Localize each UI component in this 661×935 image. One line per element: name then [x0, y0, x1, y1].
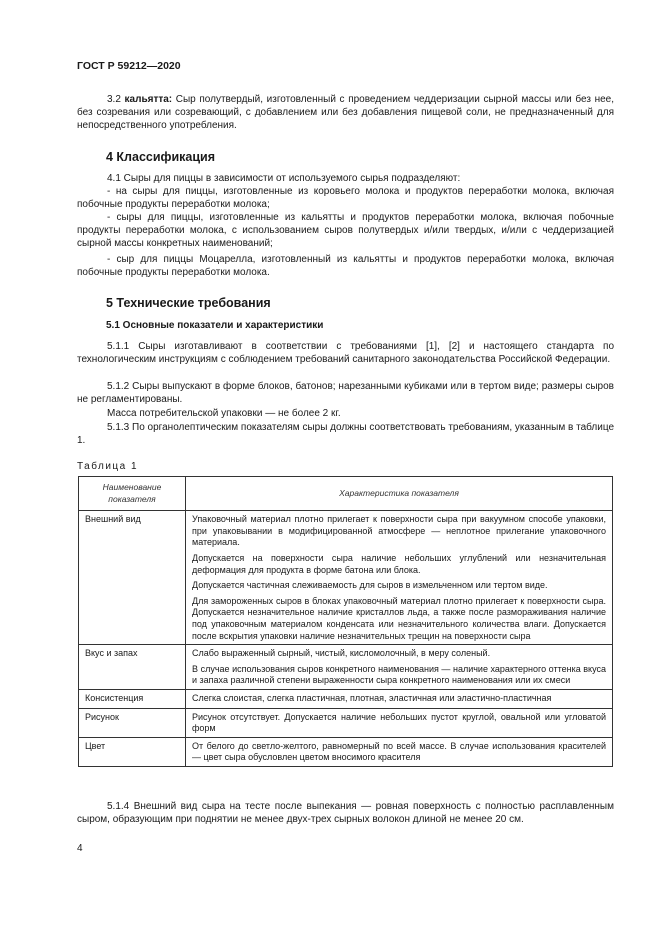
list-item: - сыры для пиццы, изготовленные из кальятты и продуктов переработки молока, включая побочные продукты переработки молока, с использованием сыров полутвердых и/или твердых, и/или с чеддеризацией сырной массы конкретных наименований; — [77, 212, 614, 250]
table-row — [79, 645, 613, 690]
desc-para: Для замороженных сыров в блоках упаковочный материал плотно прилегает к поверхности сыра. Допускается незначительное наличие кристаллов льда, а также после размораживания наличие под упаковочным материалом конденсата или незначительного количества влаги. Допускается после вскрытия упаковки наличие незначительных трещин на поверхности сыра — [192, 595, 606, 641]
list-item: - сыр для пиццы Моцарелла, изготовленный из кальятты и продуктов переработки молока, включая побочные продукты переработки молока. — [77, 254, 614, 279]
desc-para: От белого до светло-желтого, равномерный по всей массе. В случае использования красителей — цвет сыра обусловлен цветом вносимого красителя — [192, 740, 606, 763]
table-row — [79, 708, 613, 737]
row-name: Консистенция — [79, 689, 186, 708]
clause-4-1: 4.1 Сыры для пиццы в зависимости от используемого сырья подразделяют: — [107, 173, 461, 184]
col-header-name: Наименование показателя — [79, 477, 186, 511]
clause-5-1-4: 5.1.4 Внешний вид сыра на тесте после выпекания — ровная поверхность с полностью расплавленным сыром, образующим при поднятии не менее двух-трех сырных волокон длиной не менее 20 см. — [77, 801, 614, 826]
table-row — [79, 689, 613, 708]
col-header-characteristic: Характеристика показателя — [186, 477, 613, 511]
table-row — [79, 511, 613, 645]
row-name: Рисунок — [79, 708, 186, 737]
row-desc — [186, 737, 613, 766]
desc-para: Рисунок отсутствует. Допускается наличие небольших пустот круглой, овальной или угловатой форм — [192, 711, 606, 734]
subsection-5-1-heading: 5.1 Основные показатели и характеристики — [106, 320, 324, 331]
desc-para: Упаковочный материал плотно прилегает к поверхности сыра при вакуумном способе упаковки, при упаковывании в модифицированной атмосфере — неплотное прилегание упаковочного материала. — [192, 514, 606, 548]
table-header-row — [79, 477, 613, 511]
section-4-heading: 4 Классификация — [106, 150, 216, 164]
desc-para: Допускается на поверхности сыра наличие небольших углублений или незначительная деформация для продукта в форме батона или блока. — [192, 552, 606, 575]
page-number: 4 — [77, 843, 83, 854]
clause-5-1-3: 5.1.3 По органолептическим показателям сыры должны соответствовать требованиям, указанным в таблице 1. — [77, 422, 614, 447]
section-5-heading: 5 Технические требования — [106, 296, 271, 310]
row-name: Вкус и запах — [79, 645, 186, 690]
package-mass: Масса потребительской упаковки — не более 2 кг. — [107, 408, 341, 419]
row-desc — [186, 511, 613, 645]
desc-para: Слегка слоистая, слегка пластичная, плотная, эластичная или эластично-пластичная — [192, 692, 552, 703]
row-desc — [186, 645, 613, 690]
clause-number: 3.2 — [107, 94, 125, 105]
document-header: ГОСТ Р 59212—2020 — [77, 60, 181, 72]
desc-para: Допускается частичная слеживаемость для сыров в измельченном или тертом виде. — [192, 580, 548, 591]
desc-para: Слабо выраженный сырный, чистый, кисломолочный, в меру соленый. — [192, 648, 491, 659]
definition-3-2 — [77, 93, 614, 133]
row-desc — [186, 708, 613, 737]
table-1 — [78, 476, 613, 767]
term-kalyatta: кальятта: — [124, 94, 173, 105]
list-item: - на сыры для пиццы, изготовленные из коровьего молока и продуктов переработки молока, включая побочные продукты переработки молока; — [77, 186, 614, 211]
desc-para: В случае использования сыров конкретного наименования — наличие характерного оттенка вкуса и запаха различной степени выраженности сыра конкретного наименования или их смеси — [192, 663, 606, 686]
table-caption: Таблица 1 — [77, 461, 139, 472]
clause-5-1-2: 5.1.2 Сыры выпускают в форме блоков, батонов; нарезанными кубиками или в тертом виде; размеры сыров не регламентированы. — [77, 381, 614, 406]
row-desc — [186, 689, 613, 708]
table-row — [79, 737, 613, 766]
definition-text: Сыр полутвердый, изготовленный с проведением чеддеризации сырной массы или без нее, без созревания или созревающий, с добавлением или без добавления пищевой соли, не предназначенный для непосредственного употребления. — [77, 94, 615, 132]
row-name: Цвет — [79, 737, 186, 766]
clause-5-1-1: 5.1.1 Сыры изготавливают в соответствии с требованиями [1], [2] и настоящего стандарта по технологическим инструкциям с соблюдением требований санитарного законодательства Российской Федерации. — [77, 341, 614, 366]
row-name: Внешний вид — [79, 511, 186, 645]
